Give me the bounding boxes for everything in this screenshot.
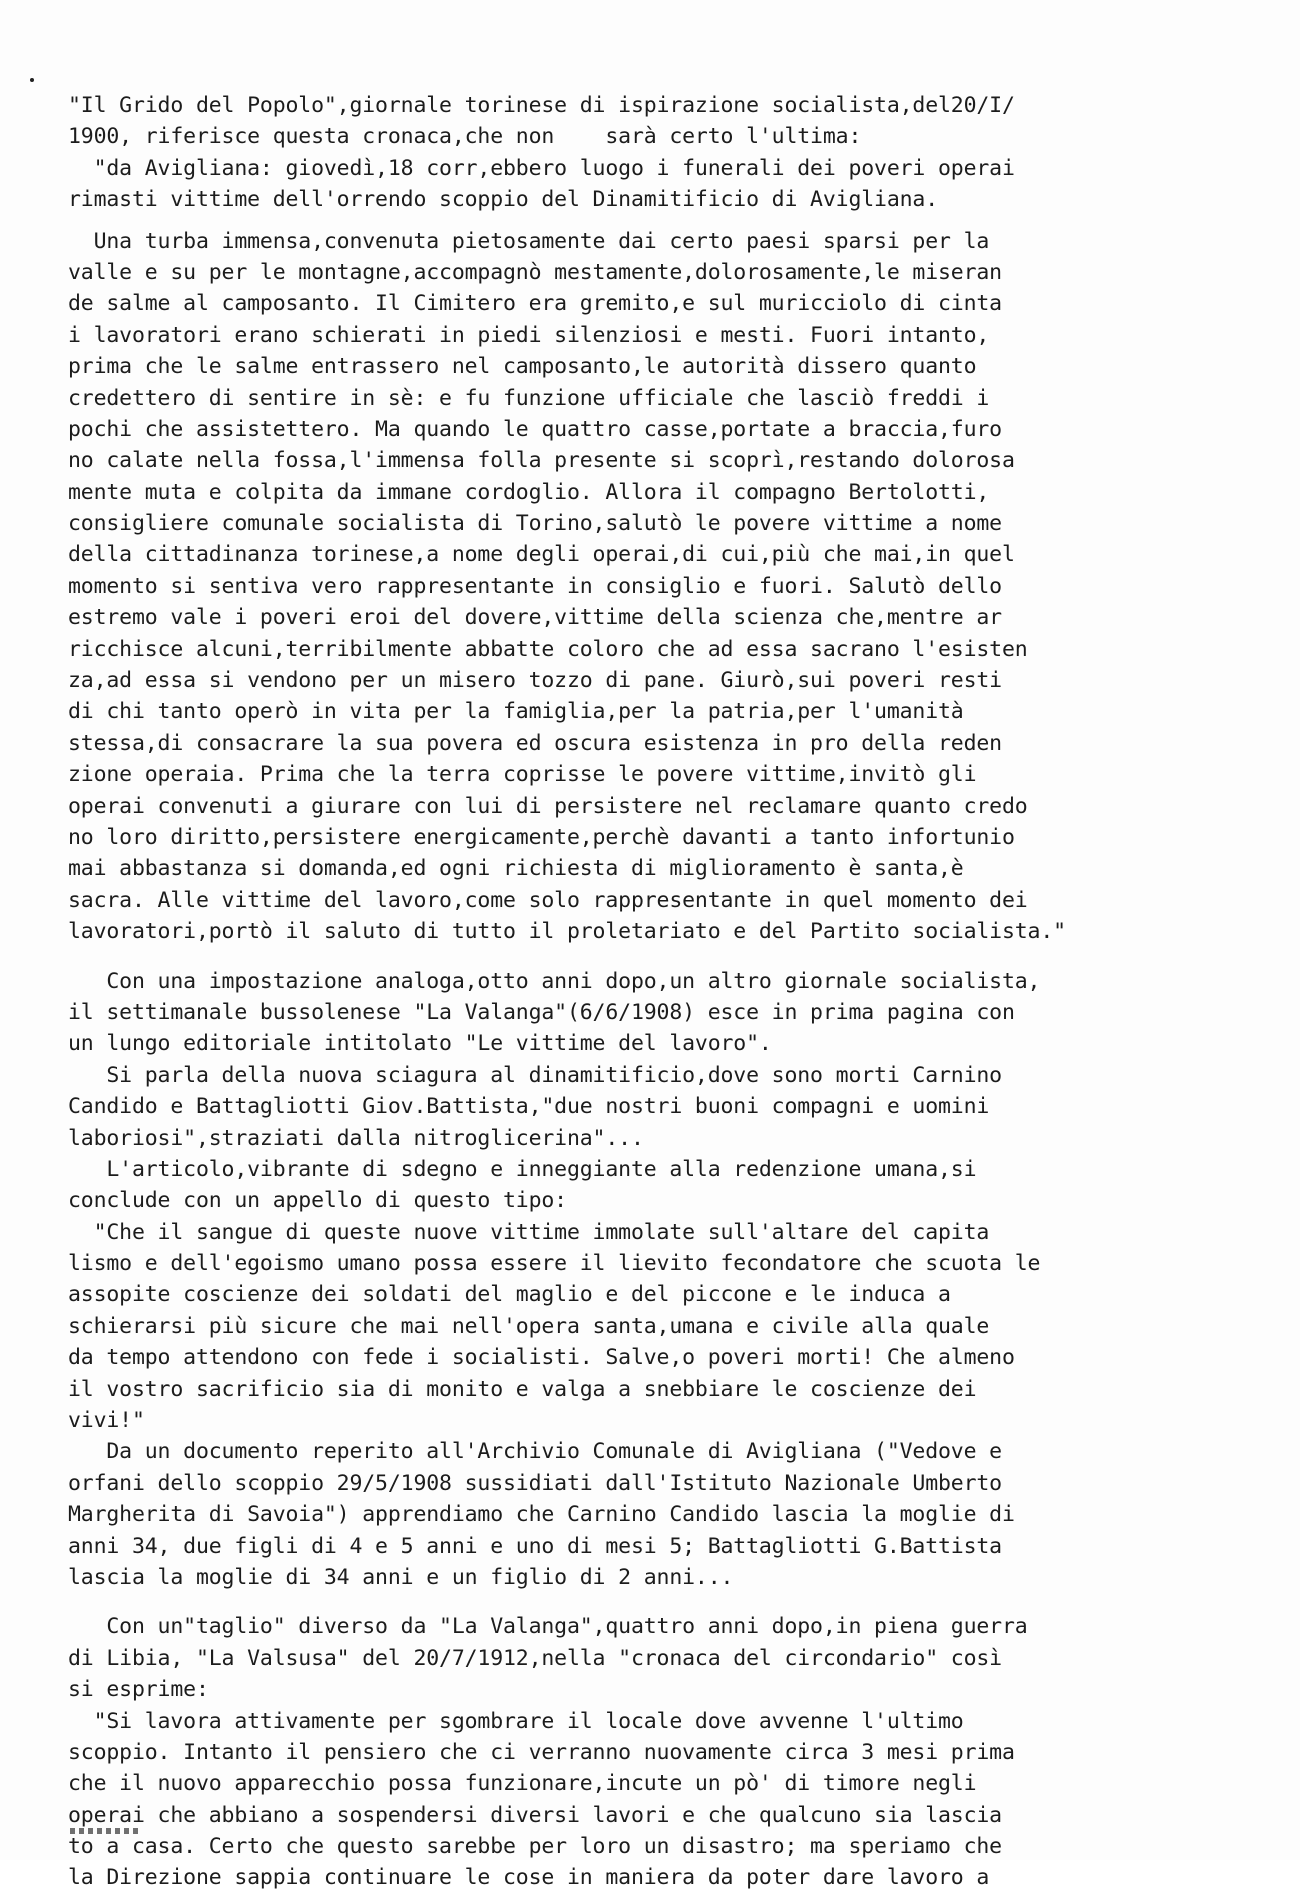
text-line: i lavoratori erano schierati in piedi silenziosi e mesti. Fuori intanto,	[68, 322, 990, 348]
paragraph	[68, 1611, 1258, 1894]
text-line: rimasti vittime dell'orrendo scoppio del Dinamitificio di Avigliana.	[68, 187, 938, 213]
text-line: Da un documento reperito all'Archivio Comunale di Avigliana ("Vedove e	[68, 1439, 1002, 1465]
text-line: della cittadinanza torinese,a nome degli operai,di cui,più che mai,in quel	[68, 542, 1015, 568]
document-body	[68, 90, 1258, 1894]
text-line: lismo e dell'egoismo umano possa essere il lievito fecondatore che scuota le	[68, 1251, 1041, 1277]
text-line: zione operaia. Prima che la terra coprisse le povere vittime,invitò gli	[68, 762, 977, 788]
paragraph-gap	[68, 216, 1258, 226]
text-line: valle e su per le montagne,accompagnò mestamente,dolorosamente,le miseran	[68, 259, 1002, 285]
text-line: credettero di sentire in sè: e fu funzione ufficiale che lasciò freddi i	[68, 385, 990, 411]
paragraph	[68, 90, 1258, 216]
text-line: "Che il sangue di queste nuove vittime immolate sull'altare del capita	[68, 1219, 990, 1245]
text-line: stessa,di consacrare la sua povera ed oscura esistenza in pro della reden	[68, 730, 1002, 756]
text-line: "Si lavora attivamente per sgombrare il locale dove avvenne l'ultimo	[68, 1708, 964, 1734]
text-line: no calate nella fossa,l'immensa folla presente si scoprì,restando dolorosa	[68, 448, 1015, 474]
text-line: no loro diritto,persistere energicamente,perchè davanti a tanto infortunio	[68, 824, 1015, 850]
text-line: prima che le salme entrassero nel camposanto,le autorità dissero quanto	[68, 354, 977, 380]
text-line: estremo vale i poveri eroi del dovere,vittime della scienza che,mentre ar	[68, 605, 1002, 631]
text-line: assopite coscienze dei soldati del maglio e del piccone e le induca a	[68, 1282, 951, 1308]
text-line: il settimanale bussolenese "La Valanga"(6/6/1908) esce in prima pagina con	[68, 999, 1015, 1025]
text-line: pochi che assistettero. Ma quando le quattro casse,portate a braccia,furo	[68, 416, 1002, 442]
text-line: la Direzione sappia continuare le cose in maniera da poter dare lavoro a	[68, 1865, 990, 1891]
text-line: mai abbastanza si domanda,ed ogni richiesta di miglioramento è santa,è	[68, 856, 964, 882]
text-line: de salme al camposanto. Il Cimitero era gremito,e sul muricciolo di cinta	[68, 291, 1002, 317]
text-line: il vostro sacrificio sia di monito e valga a snebbiare le coscienze dei	[68, 1376, 977, 1402]
text-line: lascia la moglie di 34 anni e un figlio di 2 anni...	[68, 1564, 734, 1590]
text-line: di chi tanto operò in vita per la famiglia,per la patria,per l'umanità	[68, 699, 964, 725]
text-line: che il nuovo apparecchio possa funzionare,incute un pò' di timore negli	[68, 1771, 977, 1797]
text-line: scoppio. Intanto il pensiero che ci verranno nuovamente circa 3 mesi prima	[68, 1739, 1015, 1765]
text-line: conclude con un appello di questo tipo:	[68, 1188, 567, 1214]
text-line: L'articolo,vibrante di sdegno e inneggiante alla redenzione umana,si	[68, 1156, 977, 1182]
text-line: "da Avigliana: giovedì,18 corr,ebbero luogo i funerali dei poveri operai	[68, 155, 1015, 181]
text-line: laboriosi",straziati dalla nitroglicerina"...	[68, 1125, 644, 1151]
text-line: schierarsi più sicure che mai nell'opera santa,umana e civile alla quale	[68, 1313, 990, 1339]
paragraph	[68, 226, 1258, 948]
text-line: to a casa. Certo che questo sarebbe per loro un disastro; ma speriamo che	[68, 1834, 1002, 1860]
text-line: mente muta e colpita da immane cordoglio. Allora il compagno Bertolotti,	[68, 479, 990, 505]
text-line: za,ad essa si vendono per un misero tozzo di pane. Giurò,sui poveri resti	[68, 668, 1002, 694]
text-line: lavoratori,portò il saluto di tutto il proletariato e del Partito socialista."	[68, 919, 1066, 945]
text-line: ricchisce alcuni,terribilmente abbatte coloro che ad essa sacrano l'esisten	[68, 636, 1028, 662]
text-line: Si parla della nuova sciagura al dinamitificio,dove sono morti Carnino	[68, 1062, 1002, 1088]
text-line: da tempo attendono con fede i socialisti. Salve,o poveri morti! Che almeno	[68, 1345, 1015, 1371]
text-line: orfani dello scoppio 29/5/1908 sussidiati dall'Istituto Nazionale Umberto	[68, 1470, 1002, 1496]
paragraph	[68, 966, 1258, 1594]
text-line: sacra. Alle vittime del lavoro,come solo rappresentante in quel momento dei	[68, 887, 1028, 913]
text-line: consigliere comunale socialista di Torino,salutò le povere vittime a nome	[68, 511, 1002, 537]
text-line: 1900, riferisce questa cronaca,che non sarà certo l'ultima:	[68, 124, 862, 150]
text-line: Con una impostazione analoga,otto anni dopo,un altro giornale socialista,	[68, 968, 1041, 994]
bottom-smudge	[70, 1828, 140, 1834]
text-line: momento si sentiva vero rappresentante in consiglio e fuori. Salutò dello	[68, 573, 1002, 599]
text-line: vivi!"	[68, 1408, 145, 1434]
margin-mark	[30, 78, 34, 82]
text-line: anni 34, due figli di 4 e 5 anni e uno di mesi 5; Battagliotti G.Battista	[68, 1533, 1002, 1559]
paragraph-gap	[68, 1593, 1258, 1611]
text-line: operai convenuti a giurare con lui di persistere nel reclamare quanto credo	[68, 793, 1028, 819]
text-line: operai che abbiano a sospendersi diversi lavori e che qualcuno sia lascia	[68, 1802, 1002, 1828]
text-line: "Il Grido del Popolo",giornale torinese di ispirazione socialista,del20/I/	[68, 93, 1015, 118]
text-line: si esprime:	[68, 1677, 209, 1703]
text-line: Margherita di Savoia") apprendiamo che Carnino Candido lascia la moglie di	[68, 1502, 1015, 1528]
text-line: Con un"taglio" diverso da "La Valanga",quattro anni dopo,in piena guerra	[68, 1614, 1028, 1640]
text-line: Una turba immensa,convenuta pietosamente dai certo paesi sparsi per la	[68, 228, 990, 254]
text-line: un lungo editoriale intitolato "Le vittime del lavoro".	[68, 1031, 772, 1057]
text-line: Candido e Battagliotti Giov.Battista,"due nostri buoni compagni e uomini	[68, 1094, 990, 1120]
text-line: di Libia, "La Valsusa" del 20/7/1912,nella "cronaca del circondario" così	[68, 1645, 1002, 1671]
paragraph-gap	[68, 948, 1258, 966]
